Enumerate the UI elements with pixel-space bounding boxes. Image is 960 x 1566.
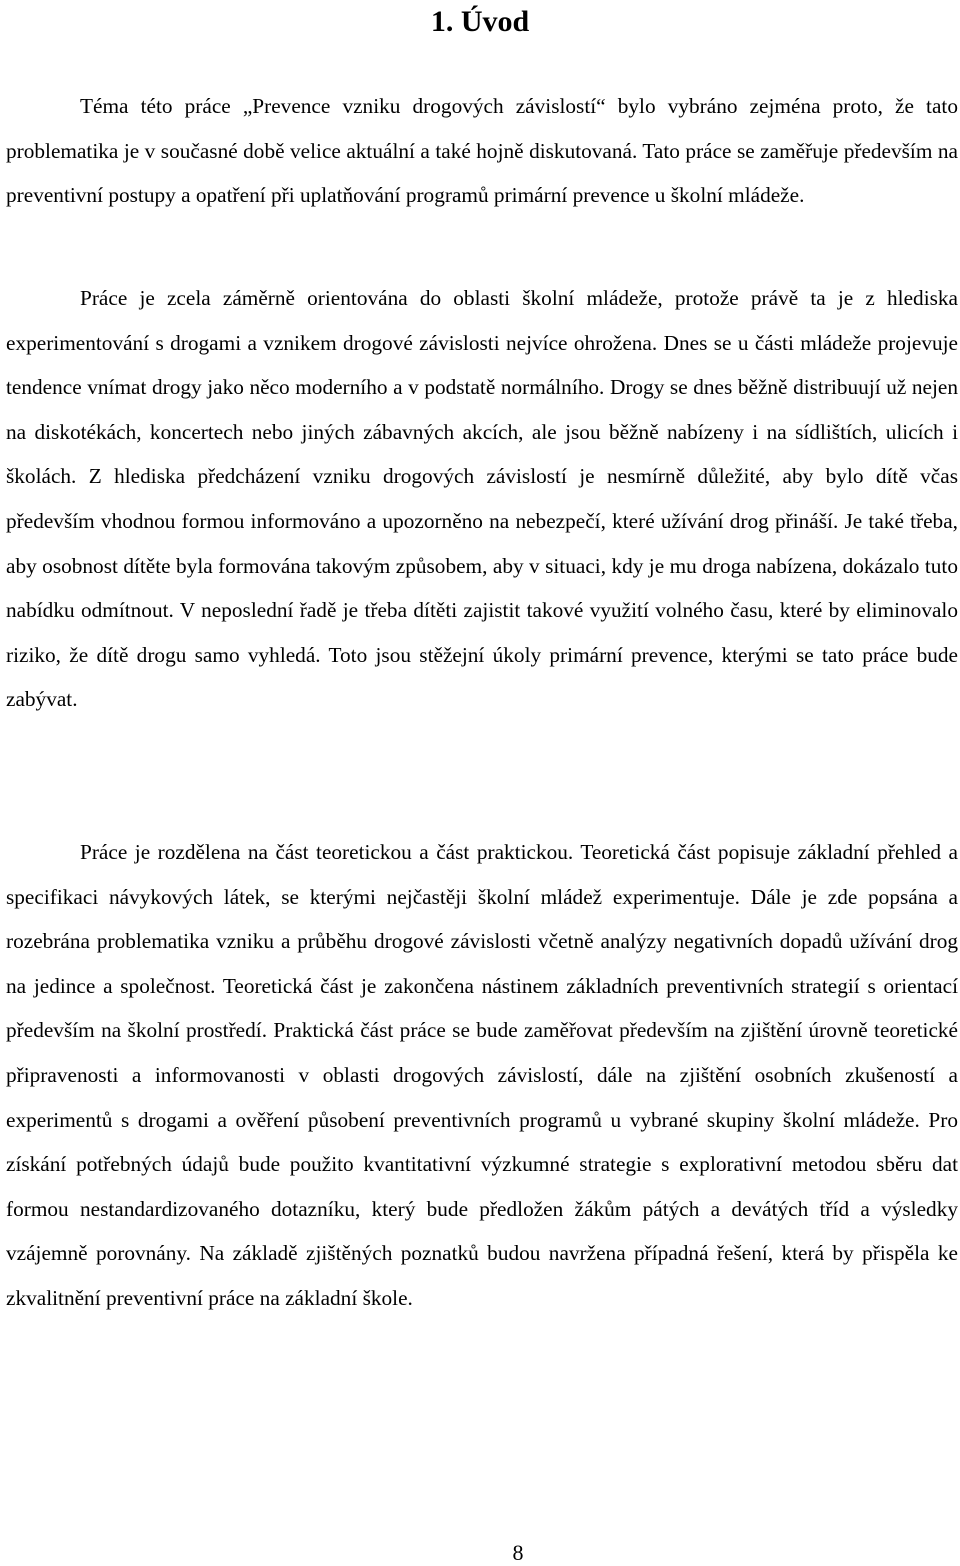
paragraph-3 [6, 830, 958, 1321]
paragraph-3-text: Práce je rozdělena na část teoretickou a část praktickou. Teoretická část popisuje základní přehled a specifikaci návykových látek, se kterými nejčastěji školní mládež experimentuje. Dále je zde popsána a rozebrána problematika vzniku a průběhu drogové závislosti včetně analýzy negativních dopadů užívání drog na jedince a společnost. Teoretická část je zakončena nástinem základních preventivních strategií s orientací především na školní prostředí. Praktická část práce se bude zaměřovat především na zjištění úrovně teoretické připravenosti a informovanosti v oblasti drogových závislostí, dále na zjištění osobních zkušeností a experimentů s drogami a ověření působení preventivních programů u vybrané skupiny školní mládeže. Pro získání potřebných údajů bude použito kvantitativní výzkumné strategie s explorativní metodou sběru dat formou nestandardizovaného dotazníku, který bude předložen žákům pátých a devátých tříd a výsledky vzájemně porovnány. Na základě zjištěných poznatků budou navržena případná řešení, která by přispěla ke zkvalitnění preventivní práce na základní škole. [6, 840, 958, 1310]
paragraph-1-text: Téma této práce „Prevence vzniku drogových závislostí“ bylo vybráno zejména proto, že tato problematika je v současné době velice aktuální a také hojně diskutovaná. Tato práce se zaměřuje především na preventivní postupy a opatření při uplatňování programů primární prevence u školní mládeže. [6, 94, 958, 208]
paragraph-2 [6, 276, 958, 722]
paragraph-2-text: Práce je zcela záměrně orientována do oblasti školní mládeže, protože právě ta je z hlediska experimentování s drogami a vznikem drogové závislosti nejvíce ohrožena. Dnes se u části mládeže projevuje tendence vnímat drogy jako něco moderního a v podstatě normálního. Drogy se dnes běžně distribuují už nejen na diskotékách, koncertech nebo jiných zábavných akcích, ale jsou běžně nabízeny i na sídlištích, ulicích i školách. Z hlediska předcházení vzniku drogových závislostí je nesmírně důležité, aby bylo dítě včas především vhodnou formou informováno a upozorněno na nebezpečí, které užívání drog přináší. Je také třeba, aby osobnost dítěte byla formována takovým způsobem, aby v situaci, kdy je mu droga nabízena, dokázalo tuto nabídku odmítnout. V neposlední řadě je třeba dítěti zajistit takové využití volného času, které by eliminovalo riziko, že dítě drogu samo vyhledá. Toto jsou stěžejní úkoly primární prevence, kterými se tato práce bude zabývat. [6, 286, 958, 712]
page-number: 8 [512, 1540, 524, 1565]
paragraph-1 [6, 84, 958, 218]
page-title: 1. Úvod [430, 5, 530, 38]
